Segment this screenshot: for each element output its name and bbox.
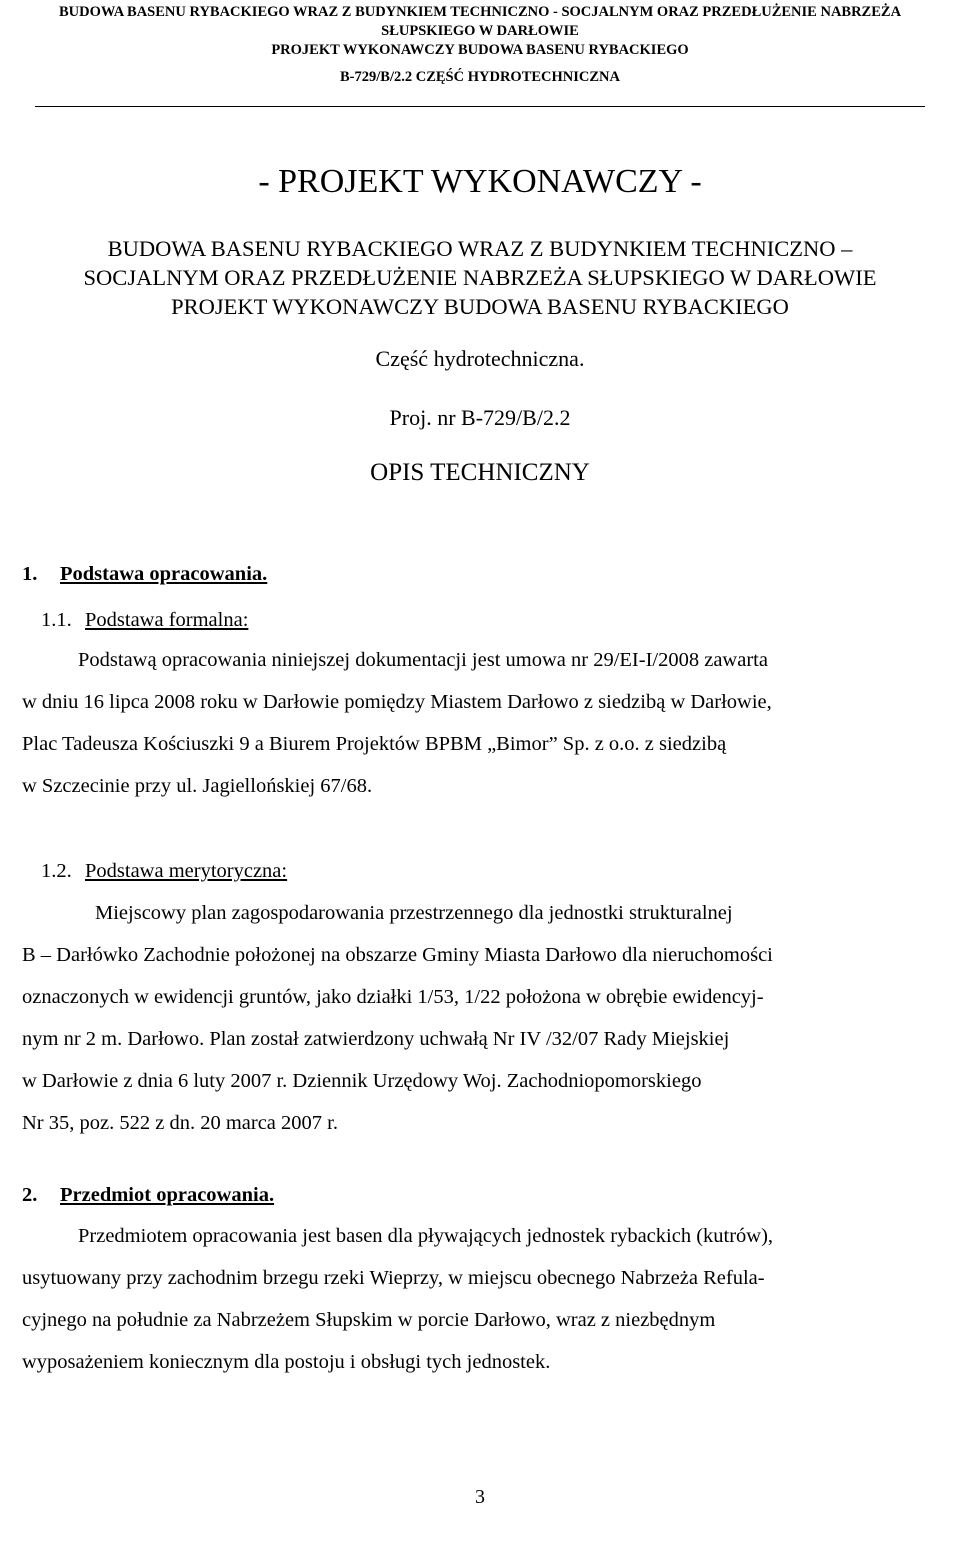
section-1-number: 1. xyxy=(22,563,38,585)
section-2-number: 2. xyxy=(22,1184,38,1206)
subtitle-line-2: SOCJALNYM ORAZ PRZEDŁUŻENIE NABRZEŻA SŁUPSKIEGO W DARŁOWIE xyxy=(83,265,877,290)
project-number: Proj. nr B-729/B/2.2 xyxy=(389,405,571,430)
paragraph-line: B – Darłówko Zachodnie położonej na obszarze Gminy Miasta Darłowo dla nieruchomości xyxy=(22,944,773,966)
subtitle-line-3: PROJEKT WYKONAWCZY BUDOWA BASENU RYBACKIEGO xyxy=(171,294,789,319)
section-1-1-title: Podstawa formalna: xyxy=(85,609,249,631)
paragraph-line: w dniu 16 lipca 2008 roku w Darłowie pomiędzy Miastem Darłowo z siedzibą w Darłowie, xyxy=(22,691,772,713)
paragraph-line: Podstawą opracowania niniejszej dokumentacji jest umowa nr 29/EI-I/2008 zawarta xyxy=(78,649,768,671)
document-title: - PROJEKT WYKONAWCZY - xyxy=(258,163,702,200)
opis-title: OPIS TECHNICZNY xyxy=(370,459,590,486)
paragraph-line: Nr 35, poz. 522 z dn. 20 marca 2007 r. xyxy=(22,1112,338,1134)
subtitle-line-1: BUDOWA BASENU RYBACKIEGO WRAZ Z BUDYNKIEM TECHNICZNO – xyxy=(107,236,853,261)
paragraph-line: wyposażeniem koniecznym dla postoju i obsługi tych jednostek. xyxy=(22,1351,551,1373)
paragraph-line: Przedmiotem opracowania jest basen dla pływających jednostek rybackich (kutrów), xyxy=(78,1225,774,1247)
paragraph-line: Plac Tadeusza Kościuszki 9 a Biurem Projektów BPBM „Bimor” Sp. z o.o. z siedzibą xyxy=(22,733,727,755)
paragraph-line: oznaczonych w ewidencji gruntów, jako działki 1/53, 1/22 położona w obrębie ewidencyj- xyxy=(22,986,764,1008)
section-2-title: Przedmiot opracowania. xyxy=(60,1184,275,1206)
section-1-2-title: Podstawa merytoryczna: xyxy=(85,860,288,882)
paragraph-line: usytuowany przy zachodnim brzegu rzeki Wieprzy, w miejscu obecnego Nabrzeża Refula- xyxy=(22,1267,765,1289)
section-1-title: Podstawa opracowania. xyxy=(60,563,268,585)
running-header-line-3: PROJEKT WYKONAWCZY BUDOWA BASENU RYBACKIEGO xyxy=(271,42,689,58)
paragraph-line: nym nr 2 m. Darłowo. Plan został zatwierdzony uchwałą Nr IV /32/07 Rady Miejskiej xyxy=(22,1028,730,1050)
running-header-line-2: SŁUPSKIEGO W DARŁOWIE xyxy=(381,23,579,39)
paragraph-line: cyjnego na południe za Nabrzeżem Słupskim w porcie Darłowo, wraz z niezbędnym xyxy=(22,1309,716,1331)
paragraph-line: Miejscowy plan zagospodarowania przestrzennego dla jednostki strukturalnej xyxy=(95,902,733,924)
paragraph-line: w Szczecinie przy ul. Jagiellońskiej 67/68. xyxy=(22,775,373,797)
section-1-1-number: 1.1. xyxy=(41,609,72,631)
paragraph-line: w Darłowie z dnia 6 luty 2007 r. Dziennik Urzędowy Woj. Zachodniopomorskiego xyxy=(22,1070,702,1092)
running-header-line-4: B-729/B/2.2 CZĘŚĆ HYDROTECHNICZNA xyxy=(340,69,620,85)
part-name: Część hydrotechniczna. xyxy=(375,346,585,371)
header-divider xyxy=(35,106,925,107)
running-header-line-1: BUDOWA BASENU RYBACKIEGO WRAZ Z BUDYNKIEM TECHNICZNO - SOCJALNYM ORAZ PRZEDŁUŻENIE NABRZEŻA xyxy=(58,4,902,20)
page-number: 3 xyxy=(475,1486,485,1508)
section-1-2-number: 1.2. xyxy=(41,860,72,882)
